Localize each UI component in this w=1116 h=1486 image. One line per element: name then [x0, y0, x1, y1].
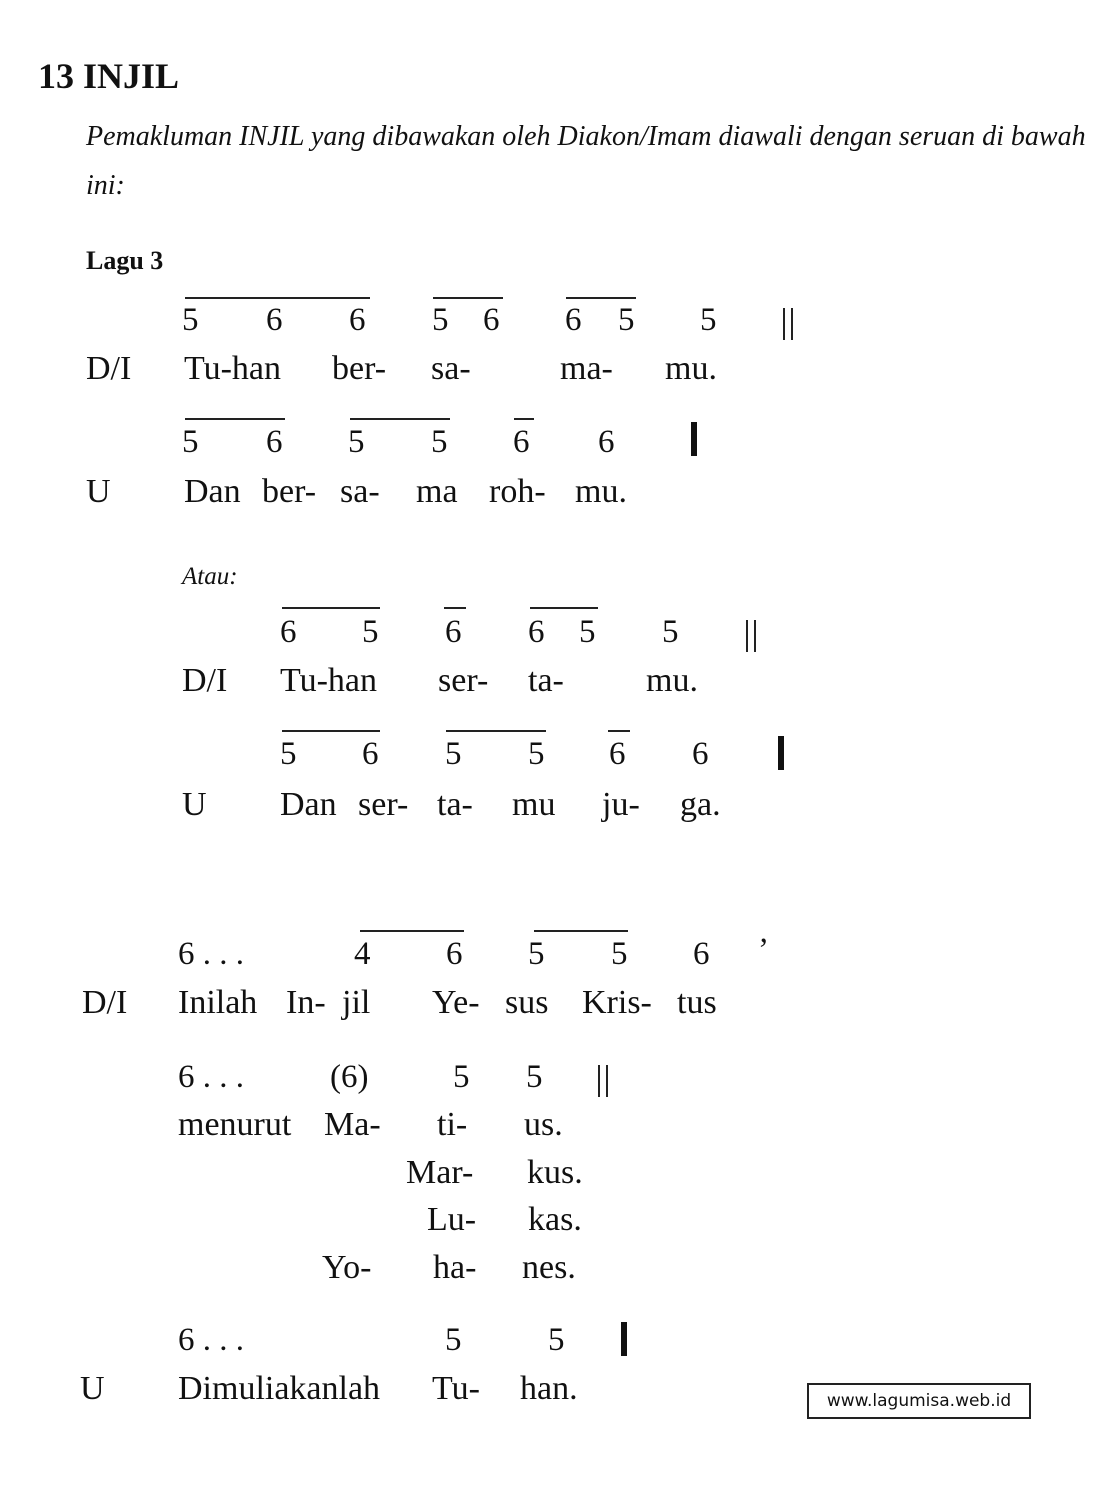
note: 5	[662, 614, 679, 650]
note: 5	[453, 1059, 470, 1095]
note: 5	[445, 1322, 462, 1358]
double-barline	[746, 620, 760, 652]
lyric: Yo-	[322, 1249, 372, 1286]
lyric: Dan	[184, 473, 241, 510]
note: 6	[266, 424, 283, 460]
alternative-label: Atau:	[182, 563, 238, 590]
lyric: nes.	[522, 1249, 576, 1286]
note: 6	[609, 736, 626, 772]
note: 5	[528, 736, 545, 772]
note: 5	[548, 1322, 565, 1358]
note: 5	[362, 614, 379, 650]
note: 5	[182, 302, 199, 338]
note: 6 . . .	[178, 1059, 244, 1095]
note: 6	[692, 736, 709, 772]
lyric: sa-	[340, 473, 380, 510]
note: 6	[598, 424, 615, 460]
lyric: ser-	[438, 662, 489, 699]
lyric: kus.	[527, 1154, 583, 1191]
lyric: mu.	[665, 350, 717, 387]
lyric: ma-	[560, 350, 613, 387]
lyric: Ma-	[324, 1106, 381, 1143]
lyric: sus	[505, 984, 549, 1021]
note: (6)	[330, 1059, 369, 1095]
lyric: ti-	[437, 1106, 468, 1143]
lyric: mu.	[575, 473, 627, 510]
lyric: Lu-	[427, 1201, 477, 1238]
lyric: roh-	[489, 473, 546, 510]
lyric: kas.	[528, 1201, 582, 1238]
double-barline	[598, 1065, 612, 1097]
watermark: www.lagumisa.web.id	[807, 1383, 1031, 1419]
lyric: ber-	[332, 350, 387, 387]
double-barline	[783, 308, 797, 340]
note: 6	[565, 302, 582, 338]
final-barline	[621, 1322, 627, 1356]
note: 6	[693, 936, 710, 972]
lyric: tus	[677, 984, 717, 1021]
lyric: Inilah	[178, 984, 258, 1021]
final-barline	[691, 422, 697, 456]
lyric: In-	[286, 984, 326, 1021]
lyric: ta-	[437, 786, 473, 823]
lyric: Ye-	[432, 984, 480, 1021]
note: 5	[618, 302, 635, 338]
note: 5	[611, 936, 628, 972]
note: 6	[280, 614, 297, 650]
lyric: Dan	[280, 786, 337, 823]
role-label: D/I	[86, 350, 132, 387]
lyric: ha-	[433, 1249, 477, 1286]
lyric: ma	[416, 473, 458, 510]
note: 5	[280, 736, 297, 772]
note: 6	[266, 302, 283, 338]
role-label: D/I	[82, 984, 128, 1021]
lyric: jil	[342, 984, 371, 1021]
lyric: mu.	[646, 662, 698, 699]
lyric: sa-	[431, 350, 471, 387]
note: 5	[528, 936, 545, 972]
role-label: U	[86, 473, 111, 510]
lyric: ga.	[680, 786, 721, 823]
lyric: menurut	[178, 1106, 292, 1143]
lyric: ber-	[262, 473, 317, 510]
final-barline	[778, 736, 784, 770]
note: 6	[446, 936, 463, 972]
note: 6	[349, 302, 366, 338]
note: 5	[579, 614, 596, 650]
note: 5	[526, 1059, 543, 1095]
note: 6	[362, 736, 379, 772]
lyric: mu	[512, 786, 556, 823]
note: 5	[700, 302, 717, 338]
role-label: U	[80, 1370, 105, 1407]
note: 6	[528, 614, 545, 650]
lyric: Mar-	[406, 1154, 474, 1191]
note: 5	[432, 302, 449, 338]
lyric: ju-	[602, 786, 640, 823]
note: 6	[445, 614, 462, 650]
role-label: U	[182, 786, 207, 823]
note: 5	[445, 736, 462, 772]
role-label: D/I	[182, 662, 228, 699]
note: 6	[483, 302, 500, 338]
lyric: ta-	[528, 662, 564, 699]
lyric: ser-	[358, 786, 409, 823]
lyric: Kris-	[582, 984, 652, 1021]
note: 5	[182, 424, 199, 460]
note: 4	[354, 936, 371, 972]
note: 6 . . .	[178, 936, 244, 972]
intro-text: Pemakluman INJIL yang dibawakan oleh Diakon/Imam diawali dengan seruan di bawah ini:	[86, 121, 1086, 201]
lyric: us.	[524, 1106, 563, 1143]
note: 6	[513, 424, 530, 460]
lyric: Tu-han	[280, 662, 377, 699]
lyric: Dimuliakanlah	[178, 1370, 381, 1407]
song-heading: Lagu 3	[86, 246, 164, 275]
lyric: han.	[520, 1370, 578, 1407]
section-title: 13 INJIL	[38, 56, 180, 96]
lyric: Tu-	[432, 1370, 480, 1407]
note: 5	[431, 424, 448, 460]
note: 5	[348, 424, 365, 460]
note: 6 . . .	[178, 1322, 244, 1358]
lyric: Tu-han	[184, 350, 281, 387]
breath-mark: ’	[758, 932, 769, 968]
